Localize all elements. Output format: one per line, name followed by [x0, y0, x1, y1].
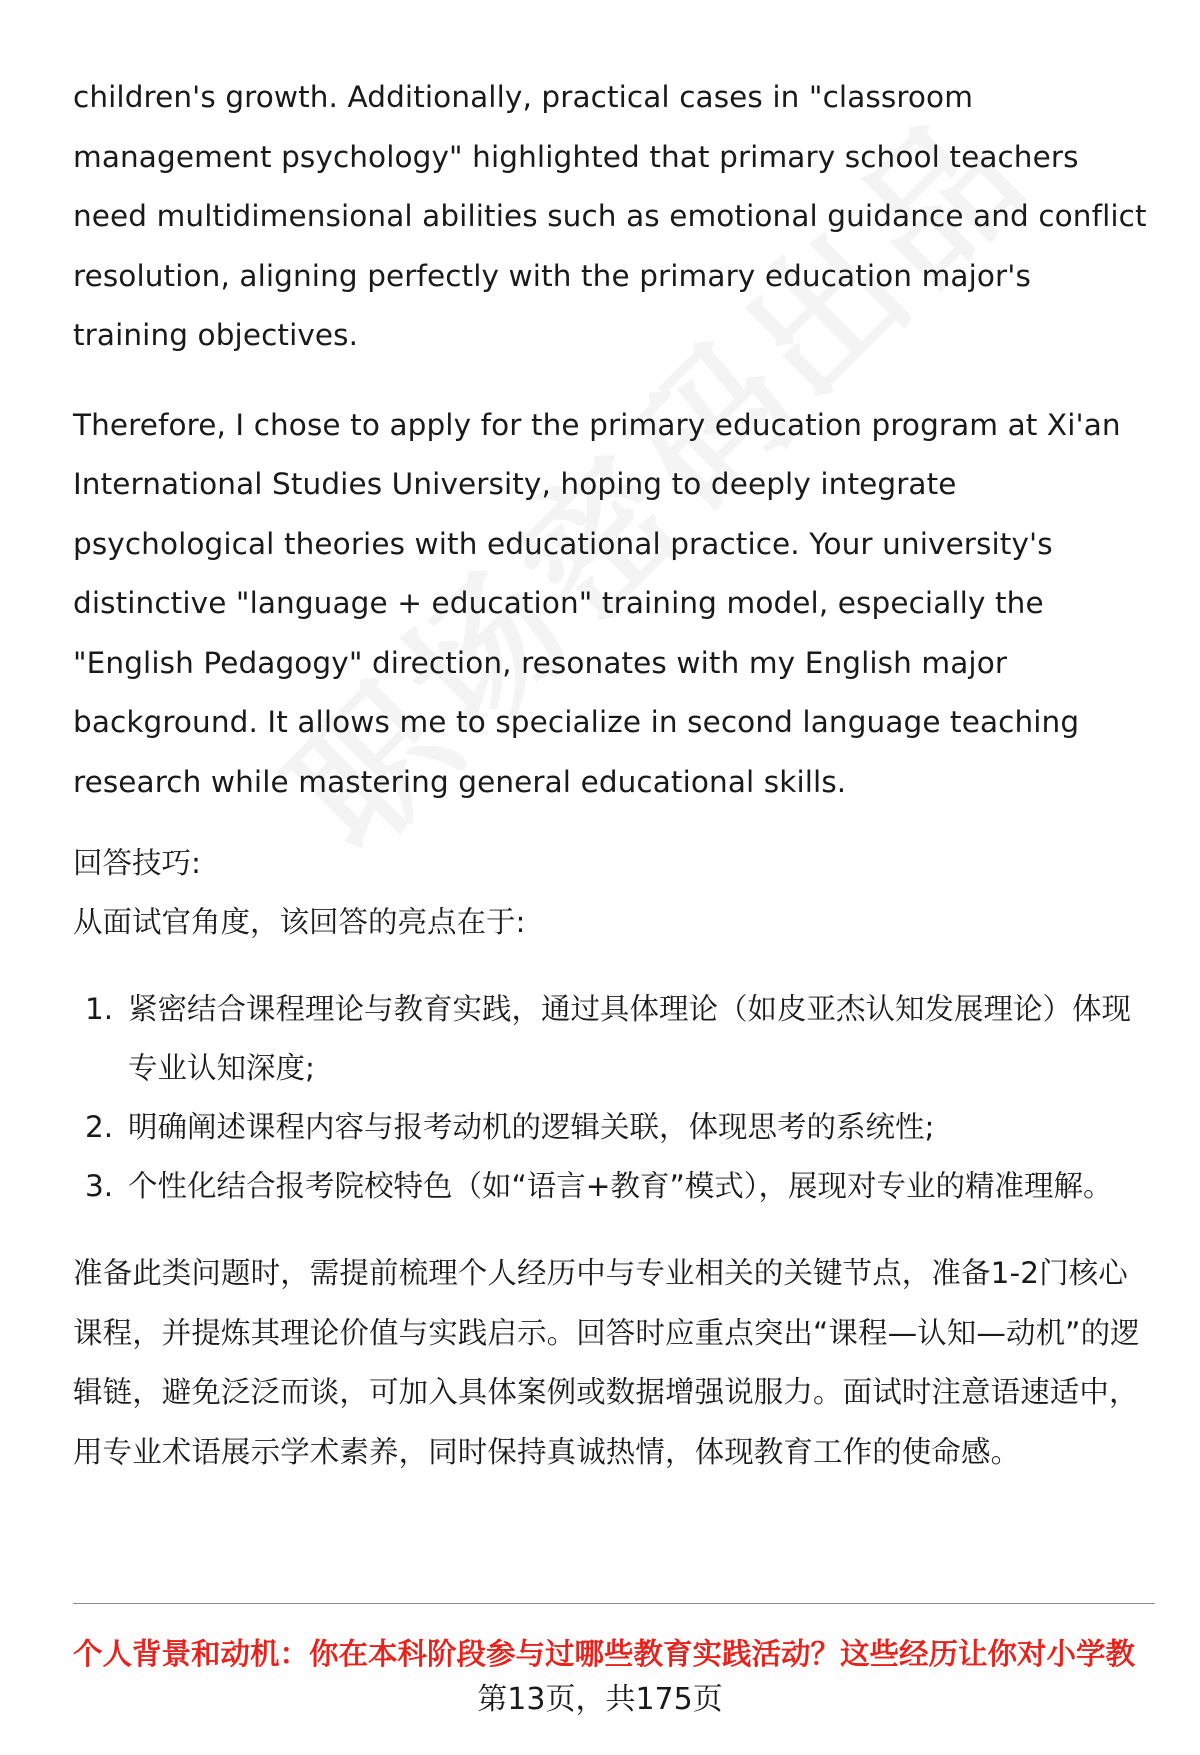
list-item [73, 1157, 1153, 1216]
list-item-text: 明确阐述课程内容与报考动机的逻辑关联，体现思考的系统性; [128, 1110, 935, 1144]
list-item-text: 紧密结合课程理论与教育实践，通过具体理论（如皮亚杰认知发展理论）体现专业认知深度; [128, 992, 1132, 1085]
list-item-number: 2. [85, 1110, 114, 1144]
page-number: 第13页，共175页 [477, 1682, 723, 1717]
tips-heading: 回答技巧: [73, 846, 201, 880]
document-body [73, 68, 1153, 1482]
list-item-number: 1. [85, 992, 114, 1026]
paragraph-continuation: children's growth. Additionally, practical cases in "classroom management psychology" highlighted that primary school teachers need multidimensional abilities such as emotional guidance and conflict resolution, aligning perfectly with the primary education major's training objectives. [73, 80, 1147, 352]
answer-tips-section [73, 834, 1153, 1216]
list-item-number: 3. [85, 1169, 114, 1203]
tips-intro: 从面试官角度，该回答的亮点在于: [73, 905, 526, 939]
list-item [73, 1098, 1153, 1157]
tips-list [73, 980, 1153, 1216]
section-divider [73, 1603, 1155, 1604]
next-question-heading: 个人背景和动机：你在本科阶段参与过哪些教育实践活动？这些经历让你对小学教 [73, 1637, 1136, 1671]
paragraph-answer-conclusion: Therefore, I chose to apply for the primary education program at Xi'an International Studies University, hoping to deeply integrate psychological theories with educational practice. Your university's distinctive "language + education" training model, especially the "English Pedagogy" direction, resonates with my English major background. It allows me to specialize in second language teaching research while mastering general educational skills. [73, 407, 1121, 799]
list-item [73, 980, 1153, 1098]
list-item-text: 个性化结合报考院校特色（如“语言+教育”模式），展现对专业的精准理解。 [128, 1169, 1113, 1203]
preparation-advice: 准备此类问题时，需提前梳理个人经历中与专业相关的关键节点，准备1-2门核心课程，并提炼其理论价值与实践启示。回答时应重点突出“课程—认知—动机”的逻辑链，避免泛泛而谈，可加入具体案例或数据增强说服力。面试时注意语速适中，用专业术语展示学术素养，同时保持真诚热情，体现教育工作的使命感。 [73, 1256, 1140, 1469]
